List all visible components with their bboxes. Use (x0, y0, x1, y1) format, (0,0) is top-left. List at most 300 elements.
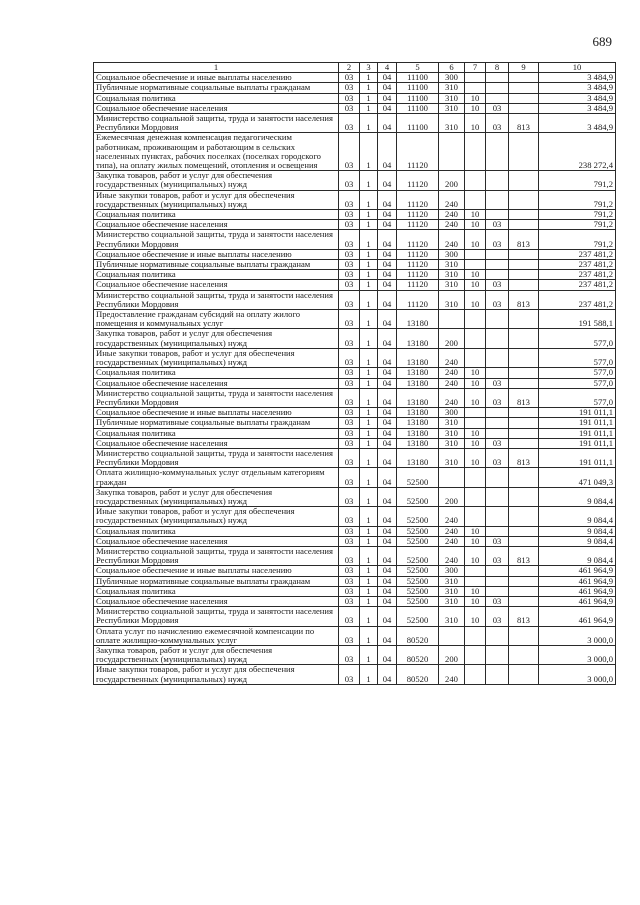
code-cell: 1 (360, 93, 378, 103)
code-cell (465, 83, 486, 93)
table-body (94, 73, 616, 685)
code-cell: 03 (339, 536, 360, 546)
code-cell (509, 329, 539, 348)
code-cell (509, 210, 539, 220)
code-cell (465, 408, 486, 418)
code-cell (509, 83, 539, 93)
code-cell: 03 (339, 626, 360, 645)
code-cell: 03 (339, 114, 360, 133)
amount-cell: 237 481,2 (539, 280, 616, 290)
table-row (94, 290, 616, 309)
table-row (94, 428, 616, 438)
code-cell: 13180 (397, 418, 439, 428)
code-cell: 03 (486, 448, 509, 467)
amount-cell: 3 000,0 (539, 626, 616, 645)
code-cell: 240 (439, 507, 465, 526)
code-cell: 03 (339, 438, 360, 448)
row-name-cell: Социальное обеспечение населения (94, 280, 339, 290)
code-cell: 310 (439, 607, 465, 626)
code-cell (509, 190, 539, 209)
code-cell: 240 (439, 230, 465, 249)
code-cell: 03 (339, 388, 360, 407)
code-cell: 10 (465, 546, 486, 565)
table-row (94, 438, 616, 448)
code-cell: 52500 (397, 546, 439, 565)
code-cell: 310 (439, 438, 465, 448)
code-cell: 03 (486, 438, 509, 448)
code-cell: 03 (486, 388, 509, 407)
code-cell: 03 (339, 133, 360, 171)
amount-cell: 9 084,4 (539, 507, 616, 526)
code-cell (486, 329, 509, 348)
row-name-cell: Социальная политика (94, 210, 339, 220)
code-cell (486, 645, 509, 664)
code-cell (465, 665, 486, 684)
code-cell (486, 665, 509, 684)
code-cell: 240 (439, 210, 465, 220)
row-name-cell: Оплата жилищно-коммунальных услуг отдельным категориям граждан (94, 468, 339, 487)
code-cell: 04 (378, 576, 397, 586)
code-cell: 10 (465, 607, 486, 626)
code-cell (486, 210, 509, 220)
code-cell: 04 (378, 468, 397, 487)
amount-cell: 237 481,2 (539, 249, 616, 259)
code-cell (509, 249, 539, 259)
row-name-cell: Министерство социальной защиты, труда и занятости населения Республики Мордовия (94, 230, 339, 249)
code-cell (486, 507, 509, 526)
code-cell: 200 (439, 487, 465, 506)
code-cell (486, 487, 509, 506)
column-header: 5 (397, 63, 439, 73)
code-cell: 04 (378, 280, 397, 290)
code-cell: 1 (360, 310, 378, 329)
code-cell: 03 (486, 280, 509, 290)
table-row (94, 576, 616, 586)
code-cell: 03 (486, 290, 509, 309)
code-cell: 10 (465, 103, 486, 113)
code-cell: 310 (439, 270, 465, 280)
code-cell (509, 507, 539, 526)
row-name-cell: Социальная политика (94, 526, 339, 536)
table-row (94, 230, 616, 249)
code-cell: 200 (439, 329, 465, 348)
code-cell (509, 220, 539, 230)
code-cell: 04 (378, 428, 397, 438)
amount-cell: 791,2 (539, 190, 616, 209)
code-cell (439, 310, 465, 329)
code-cell: 1 (360, 348, 378, 367)
code-cell: 10 (465, 536, 486, 546)
code-cell (486, 368, 509, 378)
code-cell: 11100 (397, 83, 439, 93)
code-cell: 1 (360, 83, 378, 93)
code-cell: 240 (439, 220, 465, 230)
amount-cell: 461 964,9 (539, 576, 616, 586)
table-row (94, 378, 616, 388)
code-cell: 240 (439, 190, 465, 209)
code-cell: 1 (360, 171, 378, 190)
table-row (94, 448, 616, 467)
code-cell: 04 (378, 418, 397, 428)
column-header: 7 (465, 63, 486, 73)
code-cell: 03 (339, 73, 360, 83)
table-row (94, 114, 616, 133)
code-cell (486, 408, 509, 418)
code-cell: 03 (486, 596, 509, 606)
code-cell: 03 (486, 546, 509, 565)
code-cell (509, 103, 539, 113)
code-cell (465, 468, 486, 487)
code-cell (486, 566, 509, 576)
amount-cell: 791,2 (539, 220, 616, 230)
amount-cell: 237 481,2 (539, 270, 616, 280)
amount-cell: 461 964,9 (539, 566, 616, 576)
row-name-cell: Социальное обеспечение и иные выплаты населению (94, 566, 339, 576)
code-cell (465, 348, 486, 367)
code-cell: 03 (486, 378, 509, 388)
code-cell (465, 645, 486, 664)
amount-cell: 577,0 (539, 378, 616, 388)
code-cell: 1 (360, 428, 378, 438)
code-cell (509, 536, 539, 546)
code-cell: 1 (360, 665, 378, 684)
code-cell: 300 (439, 73, 465, 83)
row-name-cell: Министерство социальной защиты, труда и занятости населения Республики Мордовия (94, 546, 339, 565)
code-cell: 11120 (397, 133, 439, 171)
code-cell (509, 270, 539, 280)
row-name-cell: Министерство социальной защиты, труда и занятости населения Республики Мордовия (94, 607, 339, 626)
code-cell: 04 (378, 73, 397, 83)
amount-cell: 191 011,1 (539, 428, 616, 438)
code-cell: 03 (339, 103, 360, 113)
code-cell (465, 487, 486, 506)
code-cell: 03 (339, 596, 360, 606)
code-cell (509, 418, 539, 428)
code-cell: 03 (339, 378, 360, 388)
code-cell: 813 (509, 607, 539, 626)
code-cell: 04 (378, 388, 397, 407)
code-cell: 52500 (397, 607, 439, 626)
code-cell: 03 (339, 607, 360, 626)
code-cell: 200 (439, 171, 465, 190)
code-cell: 1 (360, 230, 378, 249)
row-name-cell: Социальное обеспечение и иные выплаты населению (94, 408, 339, 418)
code-cell: 1 (360, 468, 378, 487)
code-cell: 13180 (397, 448, 439, 467)
code-cell (509, 596, 539, 606)
code-cell: 1 (360, 448, 378, 467)
code-cell (509, 368, 539, 378)
code-cell: 03 (339, 566, 360, 576)
table-row (94, 133, 616, 171)
code-cell: 03 (339, 171, 360, 190)
row-name-cell: Социальная политика (94, 368, 339, 378)
code-cell: 13180 (397, 378, 439, 388)
amount-cell: 191 588,1 (539, 310, 616, 329)
column-header: 2 (339, 63, 360, 73)
code-cell: 04 (378, 408, 397, 418)
code-cell: 310 (439, 596, 465, 606)
code-cell (486, 83, 509, 93)
row-name-cell: Публичные нормативные социальные выплаты гражданам (94, 260, 339, 270)
row-name-cell: Социальное обеспечение и иные выплаты населению (94, 249, 339, 259)
page-number: 689 (592, 34, 612, 49)
code-cell: 11120 (397, 249, 439, 259)
code-cell: 1 (360, 280, 378, 290)
code-cell: 10 (465, 280, 486, 290)
code-cell: 813 (509, 230, 539, 249)
code-cell: 310 (439, 290, 465, 309)
code-cell (509, 626, 539, 645)
code-cell: 03 (339, 290, 360, 309)
code-cell (439, 133, 465, 171)
row-name-cell: Публичные нормативные социальные выплаты гражданам (94, 83, 339, 93)
code-cell (509, 487, 539, 506)
amount-cell: 237 481,2 (539, 290, 616, 309)
row-name-cell: Закупка товаров, работ и услуг для обеспечения государственных (муниципальных) нужд (94, 329, 339, 348)
code-cell: 10 (465, 368, 486, 378)
code-cell: 1 (360, 249, 378, 259)
row-name-cell: Предоставление гражданам субсидий на оплату жилого помещения и коммунальных услуг (94, 310, 339, 329)
code-cell: 240 (439, 546, 465, 565)
code-cell: 300 (439, 408, 465, 418)
code-cell: 1 (360, 526, 378, 536)
code-cell: 240 (439, 388, 465, 407)
amount-cell: 3 000,0 (539, 665, 616, 684)
code-cell: 10 (465, 210, 486, 220)
code-cell: 80520 (397, 645, 439, 664)
row-name-cell: Публичные нормативные социальные выплаты гражданам (94, 576, 339, 586)
code-cell (439, 626, 465, 645)
code-cell: 310 (439, 448, 465, 467)
code-cell (486, 73, 509, 83)
code-cell (465, 171, 486, 190)
row-name-cell: Социальное обеспечение населения (94, 103, 339, 113)
code-cell: 04 (378, 133, 397, 171)
code-cell: 52500 (397, 468, 439, 487)
code-cell: 04 (378, 665, 397, 684)
code-cell: 200 (439, 645, 465, 664)
code-cell: 11120 (397, 280, 439, 290)
code-cell: 1 (360, 290, 378, 309)
code-cell: 03 (339, 408, 360, 418)
code-cell: 1 (360, 536, 378, 546)
code-cell: 310 (439, 586, 465, 596)
code-cell: 03 (339, 249, 360, 259)
code-cell: 310 (439, 418, 465, 428)
row-name-cell: Социальная политика (94, 428, 339, 438)
amount-cell: 461 964,9 (539, 607, 616, 626)
code-cell: 10 (465, 526, 486, 536)
code-cell: 10 (465, 220, 486, 230)
code-cell (509, 93, 539, 103)
code-cell (509, 310, 539, 329)
code-cell (509, 665, 539, 684)
code-cell: 04 (378, 596, 397, 606)
code-cell (509, 280, 539, 290)
code-cell: 1 (360, 607, 378, 626)
code-cell: 10 (465, 448, 486, 467)
table-row (94, 73, 616, 83)
code-cell: 04 (378, 546, 397, 565)
row-name-cell: Закупка товаров, работ и услуг для обеспечения государственных (муниципальных) нужд (94, 645, 339, 664)
code-cell (509, 468, 539, 487)
code-cell: 52500 (397, 576, 439, 586)
code-cell: 310 (439, 83, 465, 93)
code-cell: 10 (465, 438, 486, 448)
code-cell: 03 (339, 507, 360, 526)
code-cell: 04 (378, 566, 397, 576)
amount-cell: 9 084,4 (539, 526, 616, 536)
code-cell (509, 526, 539, 536)
table-header-row (94, 63, 616, 73)
code-cell: 03 (339, 280, 360, 290)
code-cell: 03 (339, 310, 360, 329)
code-cell: 11120 (397, 260, 439, 270)
code-cell: 10 (465, 230, 486, 249)
amount-cell: 9 084,4 (539, 536, 616, 546)
table-row (94, 566, 616, 576)
code-cell: 13180 (397, 438, 439, 448)
table-row (94, 368, 616, 378)
row-name-cell: Социальное обеспечение населения (94, 596, 339, 606)
code-cell: 10 (465, 93, 486, 103)
code-cell: 13180 (397, 408, 439, 418)
code-cell: 11120 (397, 220, 439, 230)
code-cell: 11100 (397, 93, 439, 103)
code-cell: 240 (439, 526, 465, 536)
amount-cell: 9 084,4 (539, 487, 616, 506)
code-cell: 03 (339, 210, 360, 220)
table-row (94, 388, 616, 407)
code-cell: 813 (509, 290, 539, 309)
code-cell: 1 (360, 418, 378, 428)
row-name-cell: Министерство социальной защиты, труда и занятости населения Республики Мордовия (94, 290, 339, 309)
code-cell: 240 (439, 348, 465, 367)
code-cell: 03 (486, 230, 509, 249)
code-cell: 03 (339, 665, 360, 684)
code-cell (509, 408, 539, 418)
code-cell: 04 (378, 93, 397, 103)
amount-cell: 791,2 (539, 230, 616, 249)
code-cell (439, 468, 465, 487)
code-cell: 04 (378, 348, 397, 367)
amount-cell: 577,0 (539, 368, 616, 378)
table-row (94, 586, 616, 596)
code-cell: 1 (360, 596, 378, 606)
code-cell (465, 329, 486, 348)
code-cell: 13180 (397, 428, 439, 438)
code-cell: 03 (486, 607, 509, 626)
code-cell (465, 507, 486, 526)
amount-cell: 238 272,4 (539, 133, 616, 171)
code-cell: 03 (339, 546, 360, 565)
amount-cell: 577,0 (539, 388, 616, 407)
code-cell: 04 (378, 645, 397, 664)
table-row (94, 249, 616, 259)
code-cell: 03 (339, 645, 360, 664)
row-name-cell: Публичные нормативные социальные выплаты гражданам (94, 418, 339, 428)
code-cell: 04 (378, 329, 397, 348)
code-cell (509, 348, 539, 367)
row-name-cell: Социальное обеспечение населения (94, 220, 339, 230)
code-cell: 1 (360, 329, 378, 348)
table-row (94, 220, 616, 230)
table-row (94, 507, 616, 526)
code-cell: 1 (360, 546, 378, 565)
code-cell: 04 (378, 626, 397, 645)
code-cell: 1 (360, 388, 378, 407)
code-cell (486, 249, 509, 259)
column-header: 9 (509, 63, 539, 73)
code-cell (486, 270, 509, 280)
row-name-cell: Министерство социальной защиты, труда и занятости населения Республики Мордовия (94, 448, 339, 467)
amount-cell: 3 484,9 (539, 114, 616, 133)
code-cell (486, 626, 509, 645)
code-cell: 04 (378, 487, 397, 506)
code-cell: 03 (339, 368, 360, 378)
code-cell: 04 (378, 103, 397, 113)
code-cell: 1 (360, 103, 378, 113)
code-cell: 813 (509, 448, 539, 467)
code-cell: 310 (439, 428, 465, 438)
table-row (94, 546, 616, 565)
row-name-cell: Социальное обеспечение населения (94, 536, 339, 546)
code-cell: 04 (378, 607, 397, 626)
code-cell: 310 (439, 93, 465, 103)
code-cell: 1 (360, 576, 378, 586)
code-cell: 1 (360, 114, 378, 133)
column-header: 8 (486, 63, 509, 73)
code-cell: 03 (339, 487, 360, 506)
code-cell: 13180 (397, 388, 439, 407)
amount-cell: 577,0 (539, 329, 616, 348)
amount-cell: 3 484,9 (539, 73, 616, 83)
code-cell: 300 (439, 566, 465, 576)
amount-cell: 3 484,9 (539, 103, 616, 113)
code-cell (509, 73, 539, 83)
amount-cell: 191 011,1 (539, 438, 616, 448)
row-name-cell: Социальная политика (94, 586, 339, 596)
code-cell (509, 438, 539, 448)
code-cell: 1 (360, 626, 378, 645)
code-cell (465, 249, 486, 259)
code-cell: 03 (339, 418, 360, 428)
code-cell: 03 (486, 103, 509, 113)
code-cell: 04 (378, 83, 397, 93)
code-cell (465, 133, 486, 171)
code-cell: 10 (465, 428, 486, 438)
code-cell: 03 (486, 114, 509, 133)
code-cell (486, 526, 509, 536)
code-cell: 10 (465, 290, 486, 309)
row-name-cell: Иные закупки товаров, работ и услуг для обеспечения государственных (муниципальных) нужд (94, 665, 339, 684)
code-cell: 03 (339, 448, 360, 467)
row-name-cell: Социальное обеспечение и иные выплаты населению (94, 73, 339, 83)
amount-cell: 237 481,2 (539, 260, 616, 270)
code-cell: 10 (465, 388, 486, 407)
table-row (94, 210, 616, 220)
code-cell: 11120 (397, 210, 439, 220)
code-cell: 310 (439, 103, 465, 113)
table-row (94, 190, 616, 209)
code-cell: 813 (509, 546, 539, 565)
code-cell (486, 428, 509, 438)
row-name-cell: Министерство социальной защиты, труда и занятости населения Республики Мордовия (94, 388, 339, 407)
code-cell: 1 (360, 438, 378, 448)
amount-cell: 471 049,3 (539, 468, 616, 487)
table-row (94, 665, 616, 684)
